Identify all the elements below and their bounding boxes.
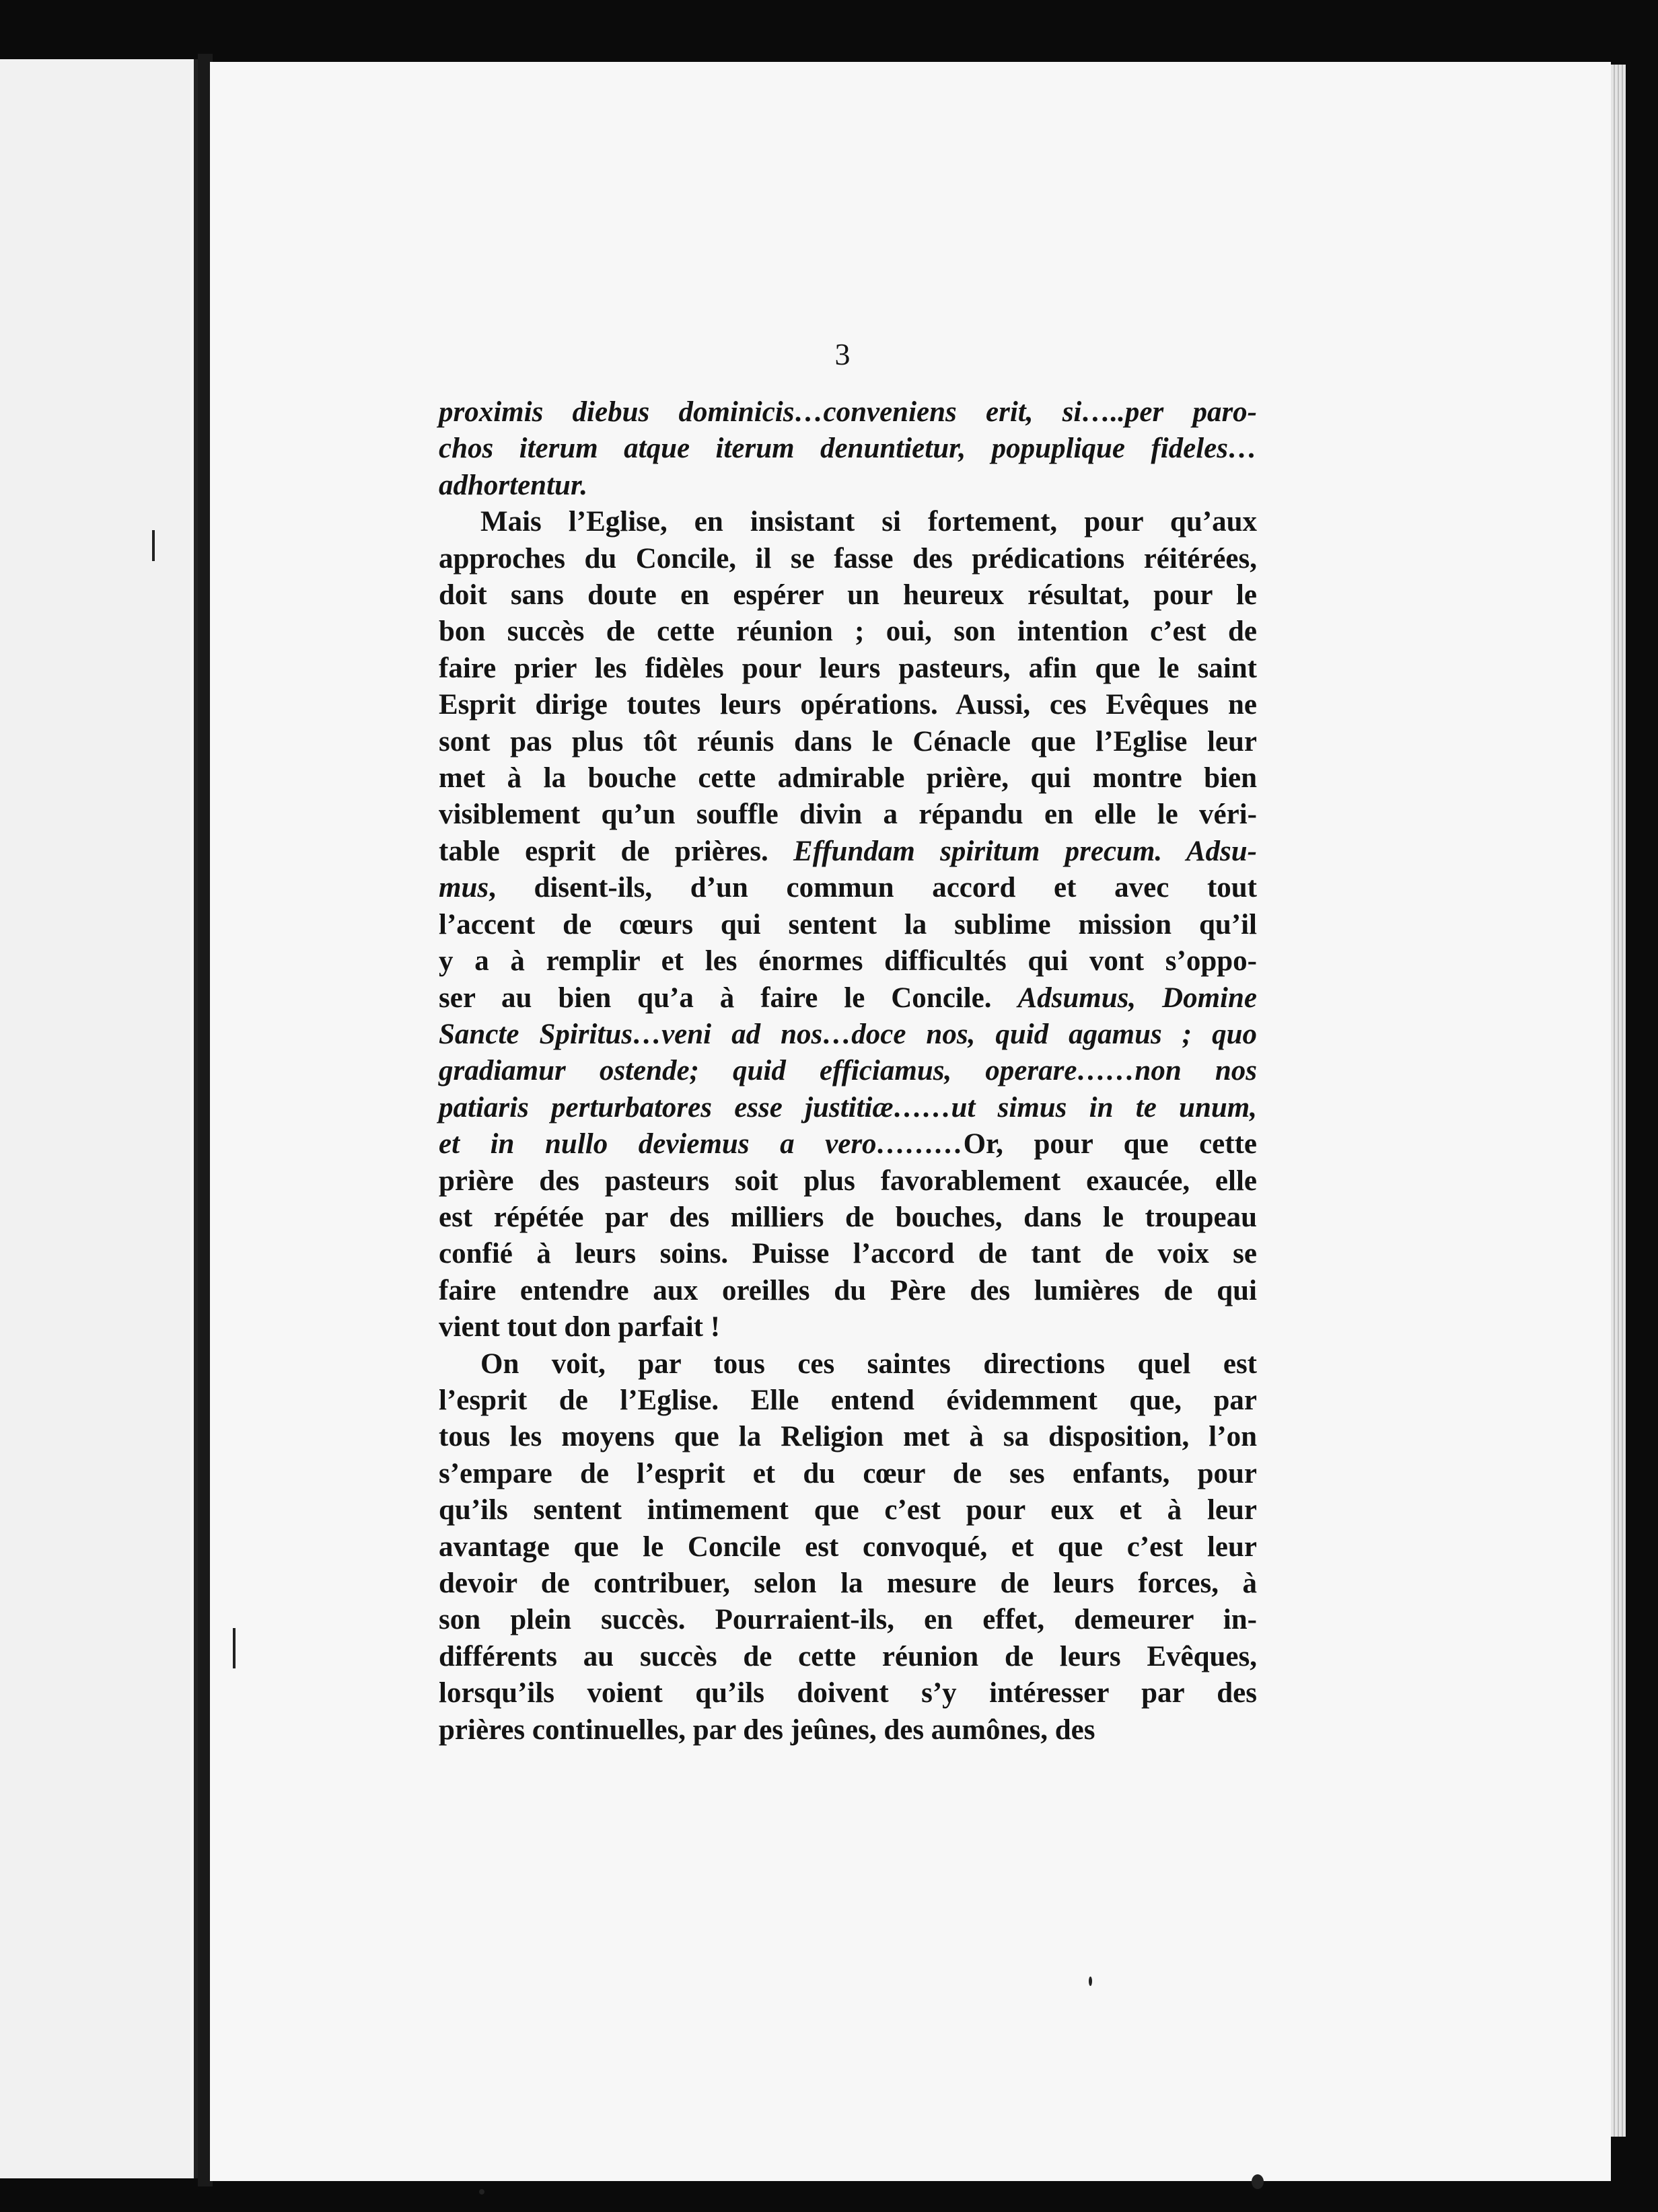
text-line <box>439 1200 1257 1236</box>
text-segment: tous les moyens que la Religion met à sa disposition, l’on <box>439 1421 1257 1453</box>
text-line <box>439 1419 1257 1455</box>
text-segment: visiblement qu’un souffle divin a répandu en elle le véri- <box>439 799 1257 831</box>
text-segment: doit sans doute en espérer un heureux résultat, pour le <box>439 579 1257 612</box>
text-line <box>439 1492 1257 1528</box>
body-text <box>439 394 1257 1748</box>
text-segment: prières continuelles, par des jeûnes, des aumônes, des <box>439 1713 1095 1746</box>
text-segment: On voit, par tous ces saintes directions quel est <box>480 1348 1257 1380</box>
facing-page-edge <box>0 59 198 2178</box>
text-segment: table esprit de prières. <box>439 835 794 867</box>
text-line <box>439 614 1257 650</box>
text-segment: y a à remplir et les énormes difficultés qui vont s’oppo- <box>439 945 1257 978</box>
scan-speck <box>479 2189 484 2195</box>
text-segment: lorsqu’ils voient qu’ils doivent s’y intéresser par des <box>439 1677 1257 1709</box>
text-line <box>439 1382 1257 1419</box>
text-segment: Esprit dirige toutes leurs opérations. Aussi, ces Evêques ne <box>439 689 1257 721</box>
text-line <box>439 870 1257 906</box>
text-line <box>439 687 1257 723</box>
text-line <box>439 394 1257 431</box>
text-segment: prière des pasteurs soit plus favorablement exaucée, elle <box>439 1165 1257 1197</box>
text-segment: vient tout don parfait ! <box>439 1311 721 1343</box>
text-line <box>439 724 1257 760</box>
latin-quote-segment: et in nullo deviemus a vero……… <box>439 1128 964 1160</box>
latin-quote-segment: proximis diebus dominicis…conveniens erit, si…..per paro- <box>439 396 1257 428</box>
text-segment: ser au bien qu’a à faire le Concile. <box>439 982 1018 1014</box>
page-number: 3 <box>834 337 851 371</box>
text-segment: l’accent de cœurs qui sentent la sublime mission qu’il <box>439 908 1257 941</box>
text-line <box>439 943 1257 980</box>
text-segment: son plein succès. Pourraient-ils, en effet, demeurer in- <box>439 1604 1257 1636</box>
text-line <box>439 1163 1257 1200</box>
text-line <box>439 1639 1257 1675</box>
text-line <box>439 834 1257 870</box>
text-segment: devoir de contribuer, selon la mesure de leurs forces, à <box>439 1568 1257 1599</box>
text-line <box>439 1675 1257 1711</box>
text-segment: différents au succès de cette réunion de leurs Evêques, <box>439 1640 1257 1672</box>
text-line <box>439 1017 1257 1053</box>
text-segment: sont pas plus tôt réunis dans le Cénacle que l’Eglise leur <box>439 725 1257 758</box>
text-line <box>439 1346 1257 1382</box>
scan-speck <box>233 1628 236 1668</box>
latin-quote-segment: Sancte Spiritus…veni ad nos…doce nos, quid agamus ; quo <box>439 1018 1257 1050</box>
latin-quote-segment: chos iterum atque iterum denuntietur, popuplique fideles… <box>439 433 1257 465</box>
text-line <box>439 1053 1257 1089</box>
text-segment: bon succès de cette réunion ; oui, son intention c’est de <box>439 616 1257 648</box>
text-segment: faire prier les fidèles pour leurs pasteurs, afin que le saint <box>439 652 1257 684</box>
text-segment: Mais l’Eglise, en insistant si fortement, pour qu’aux <box>480 506 1257 538</box>
scan-speck <box>1089 1977 1092 1986</box>
text-segment: faire entendre aux oreilles du Père des lumières de qui <box>439 1274 1257 1306</box>
text-line <box>439 797 1257 833</box>
scan-speck <box>1252 2174 1264 2189</box>
text-segment: avantage que le Concile est convoqué, et que c’est leur <box>439 1531 1257 1563</box>
text-line <box>439 504 1257 540</box>
latin-quote-segment: mus <box>439 872 489 904</box>
text-segment: l’esprit de l’Eglise. Elle entend évidemment que, par <box>439 1384 1257 1416</box>
text-line <box>439 1456 1257 1492</box>
latin-quote-segment: gradiamur ostende; quid efficiamus, operare……non nos <box>439 1055 1257 1087</box>
text-line <box>439 577 1257 614</box>
text-segment: Or, pour que cette <box>963 1128 1257 1160</box>
text-segment: s’empare de l’esprit et du cœur de ses enfants, pour <box>439 1457 1257 1489</box>
text-line <box>439 1273 1257 1309</box>
text-line <box>439 1565 1257 1602</box>
text-line <box>439 651 1257 687</box>
text-line <box>439 1529 1257 1565</box>
text-segment: qu’ils sentent intimement que c’est pour eux et à leur <box>439 1494 1257 1526</box>
text-segment: confié à leurs soins. Puisse l’accord de tant de voix se <box>439 1238 1257 1270</box>
text-line <box>439 1309 1257 1345</box>
page-stack-edge <box>1611 65 1626 2137</box>
text-line <box>439 1236 1257 1272</box>
latin-quote-segment: patiaris perturbatores esse justitiæ……ut simus in te unum, <box>439 1091 1257 1123</box>
text-line <box>439 1126 1257 1163</box>
text-line <box>439 1090 1257 1126</box>
text-line <box>439 760 1257 797</box>
text-line <box>439 1602 1257 1638</box>
text-segment: approches du Concile, il se fasse des prédications réitérées, <box>439 542 1257 575</box>
text-line <box>439 907 1257 943</box>
text-segment: est répétée par des milliers de bouches, dans le troupeau <box>439 1201 1257 1233</box>
latin-quote-segment: adhortentur. <box>439 469 588 501</box>
text-segment: met à la bouche cette admirable prière, qui montre bien <box>439 762 1257 795</box>
text-line <box>439 431 1257 467</box>
text-line <box>439 541 1257 577</box>
text-segment: , disent-ils, d’un commun accord et avec tout <box>489 872 1257 904</box>
text-line <box>439 980 1257 1017</box>
text-line <box>439 468 1257 504</box>
latin-quote-segment: Effundam spiritum precum. Adsu- <box>793 835 1258 867</box>
text-line <box>439 1712 1257 1748</box>
latin-quote-segment: Adsumus, Domine <box>1017 982 1258 1014</box>
